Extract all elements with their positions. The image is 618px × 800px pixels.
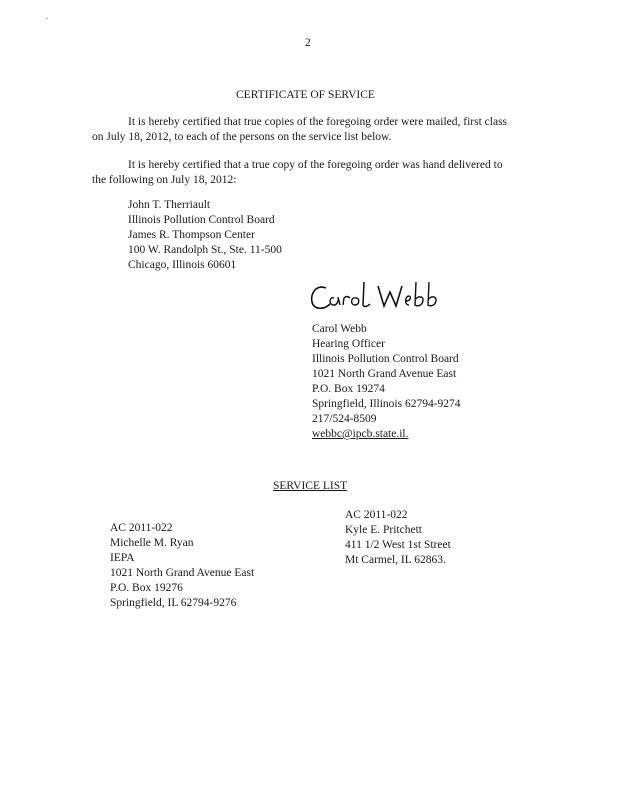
page-number: 2 <box>305 37 311 49</box>
recipient-line: Illinois Pollution Control Board <box>128 214 275 226</box>
right-party-line: Mt Carmel, IL 62863. <box>345 554 446 566</box>
left-party-line: Michelle M. Ryan <box>110 537 194 549</box>
right-party-line: 411 1/2 West 1st Street <box>345 539 451 551</box>
signature-text: Carol Webb <box>308 278 313 279</box>
left-party-line: Springfield, IL 62794-9276 <box>110 597 237 609</box>
recipient-line: John T. Therriault <box>128 199 211 211</box>
para2-line2: the following on July 18, 2012: <box>92 174 237 186</box>
recipient-line: Chicago, Illinois 60601 <box>128 259 237 271</box>
para1-line2: on July 18, 2012, to each of the persons on the service list below. <box>92 131 392 143</box>
left-party-line: IEPA <box>110 552 135 564</box>
signer-email-link[interactable]: webbc@ipcb.state.il. <box>312 428 409 440</box>
para2-line1: It is hereby certified that a true copy of the foregoing order was hand delivered to <box>128 159 503 171</box>
signer-line: 1021 North Grand Avenue East <box>312 368 457 380</box>
signer-line: 217/524-8509 <box>312 413 377 425</box>
left-party-line: P.O. Box 19276 <box>110 582 183 594</box>
left-party-line: 1021 North Grand Avenue East <box>110 567 255 579</box>
signer-line: Carol Webb <box>312 323 367 335</box>
certificate-title: CERTIFICATE OF SERVICE <box>236 89 375 101</box>
left-party-line: AC 2011-022 <box>110 522 173 534</box>
service-list-title: SERVICE LIST <box>273 480 348 492</box>
signer-line: Springfield, Illinois 62794-9274 <box>312 398 461 410</box>
para1-line1: It is hereby certified that true copies of the foregoing order were mailed, first class <box>128 116 508 128</box>
handwritten-signature <box>308 278 458 318</box>
signer-line: Hearing Officer <box>312 338 385 350</box>
recipient-line: James R. Thompson Center <box>128 229 255 241</box>
signer-line: P.O. Box 19274 <box>312 383 385 395</box>
right-party-line: Kyle E. Pritchett <box>345 524 422 536</box>
recipient-line: 100 W. Randolph St., Ste. 11-500 <box>128 244 282 256</box>
signer-line: Illinois Pollution Control Board <box>312 353 459 365</box>
scan-speck <box>46 18 48 19</box>
right-party-line: AC 2011-022 <box>345 509 408 521</box>
